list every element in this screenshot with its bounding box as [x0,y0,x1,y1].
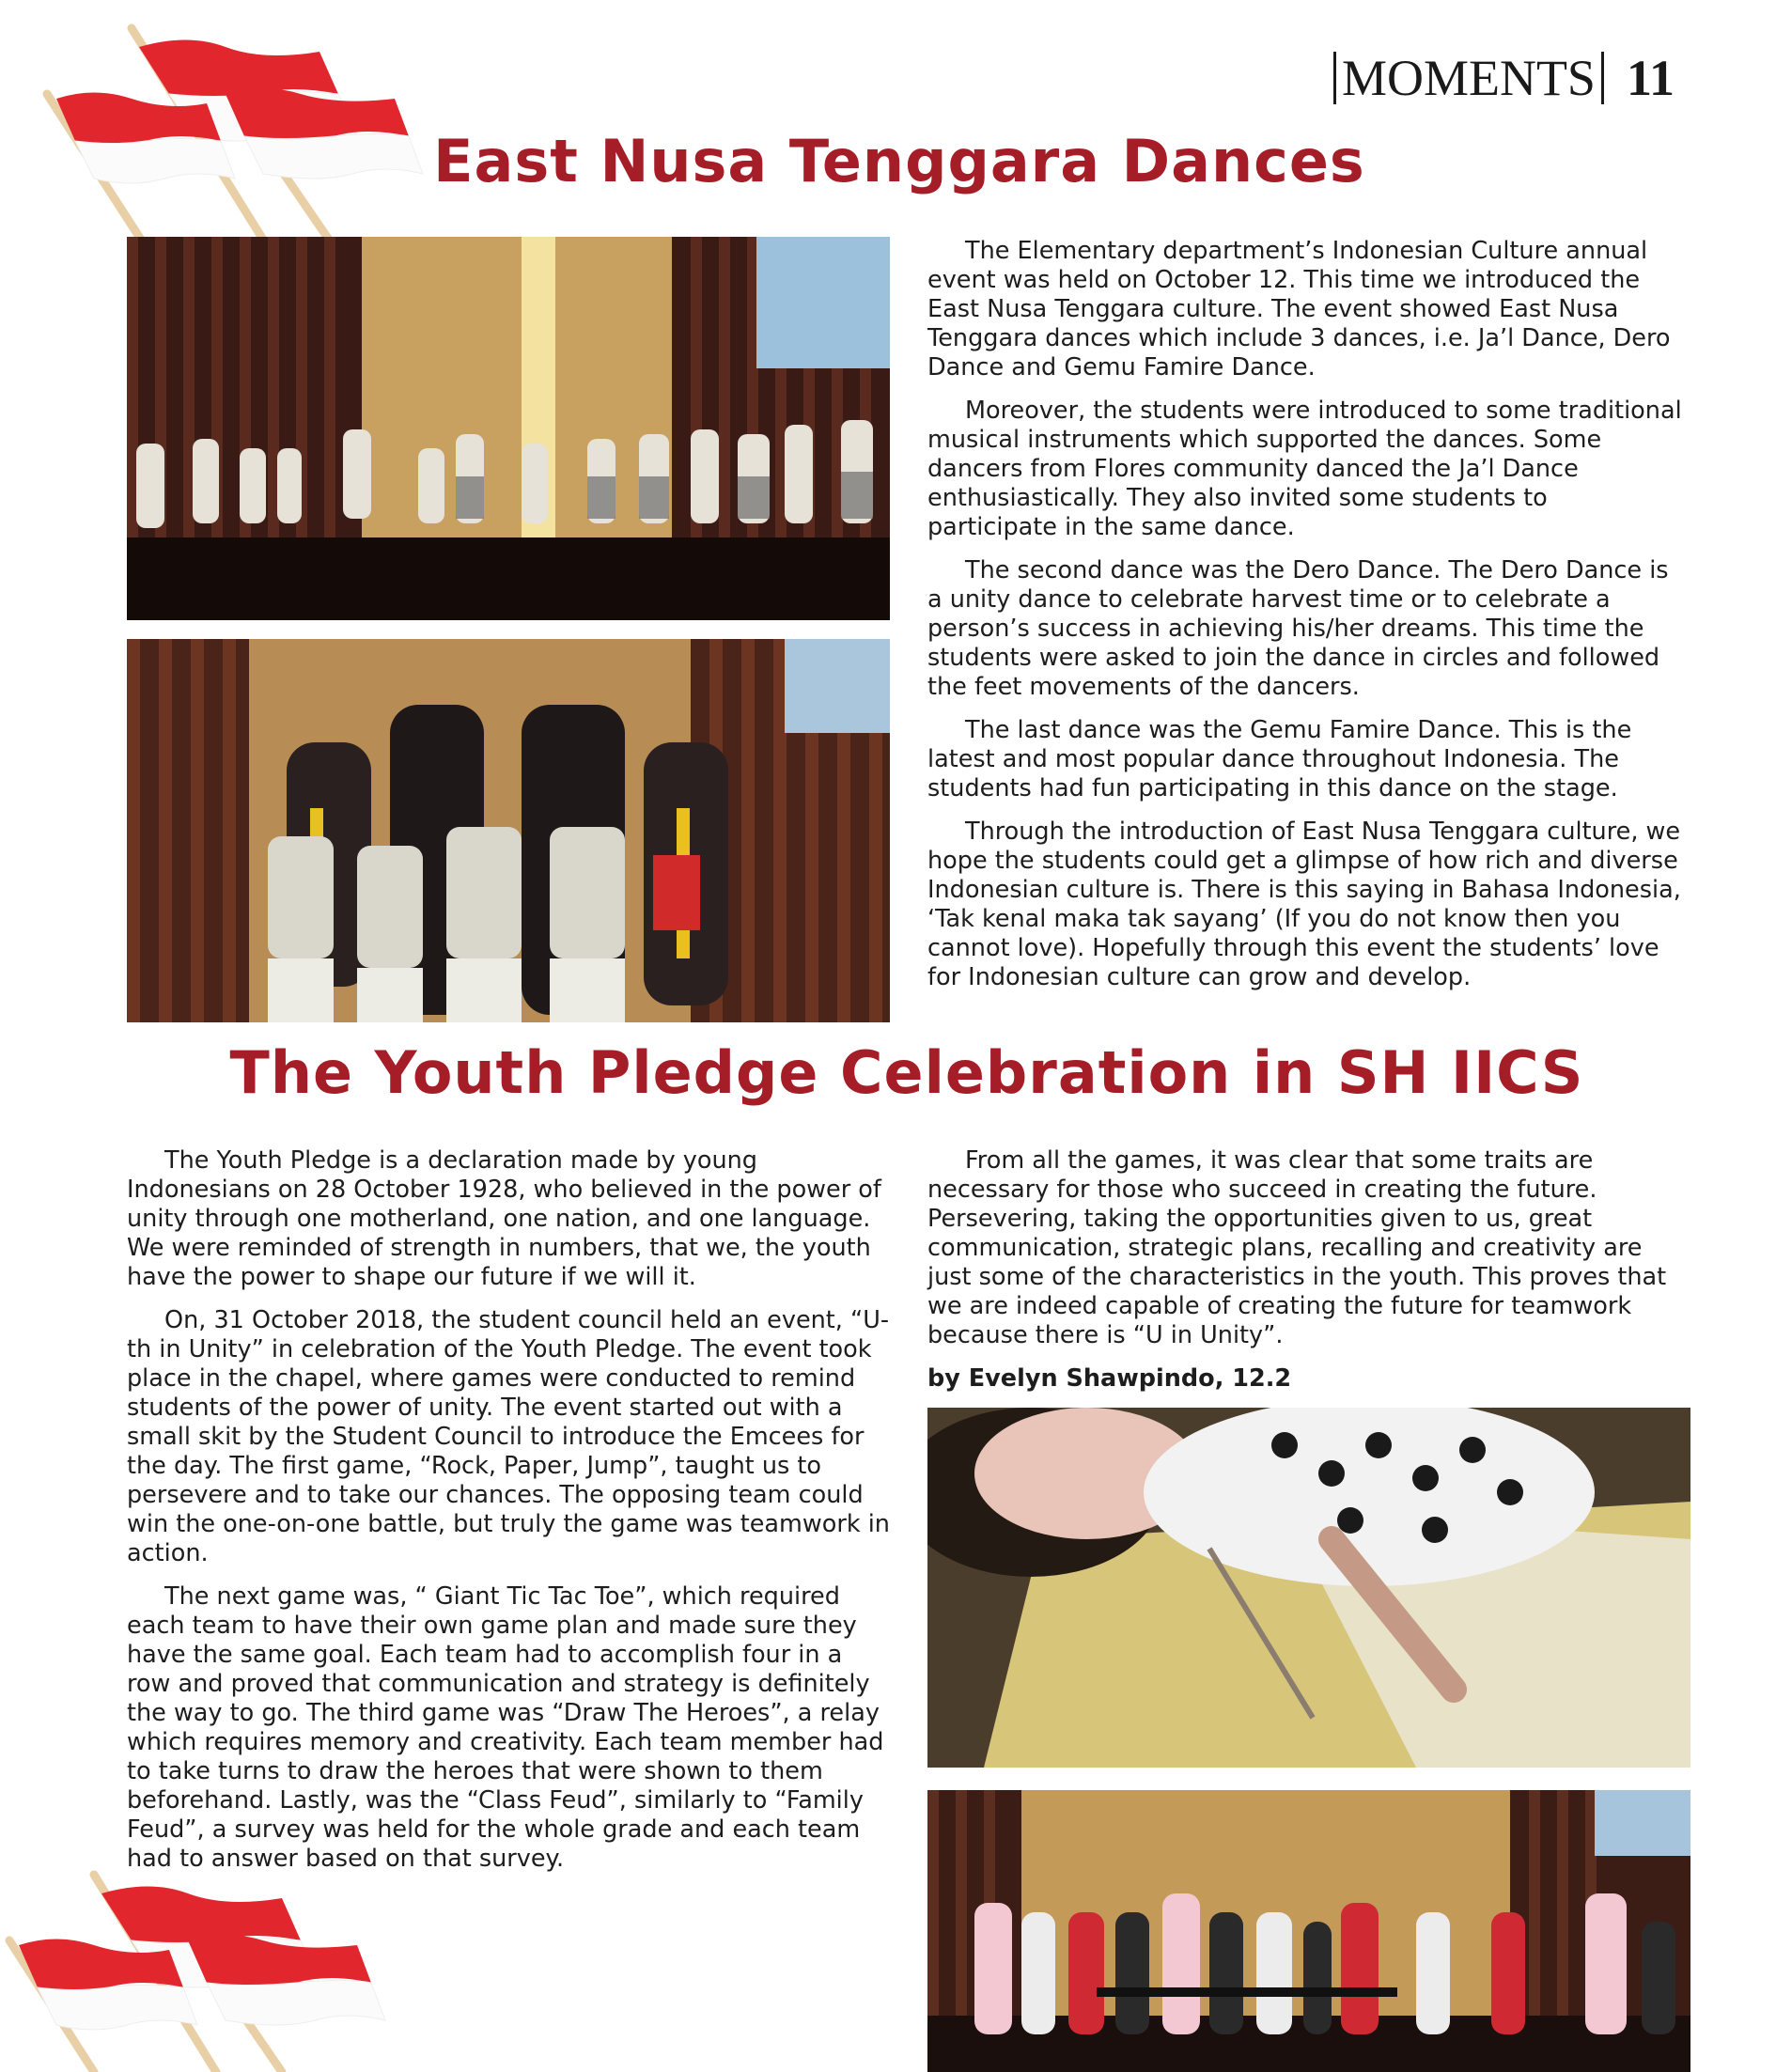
article-title-east-nusa-tenggara: East Nusa Tenggara Dances [433,127,1365,195]
article2-paragraph: On, 31 October 2018, the student council held an event, “U-th in Unity” in celebration of the Youth Pledge. The event took place in the chapel, where games were conducted to remind students of the power of unity. The event started out with a small skit by the Student Council to introduce the Emcees for the day. The first game, “Rock, Paper, Jump”, taught us to persevere and to take our chances. The opposing team could win the one-on-one battle, but truly the game was teamwork in action. [127,1306,890,1567]
article-title-youth-pledge: The Youth Pledge Celebration in SH IICS [229,1038,1584,1107]
article2-paragraph: The next game was, “ Giant Tic Tac Toe”, which required each team to have their own game plan and made sure they have the same goal. Each team had to accomplish four in a row and proved that communication and strategy is definitely the way to go. The third game was “Draw The Heroes”, a relay which requires memory and creativity. Each team member had to take turns to draw the heroes that were shown to them beforehand. Lastly, was the “Class Feud”, similarly to “Family Feud”, a survey was held for the whole grade and each team had to answer based on that survey. [127,1582,884,1873]
article2-paragraph: The Youth Pledge is a declaration made by young Indonesians on 28 October 1928, who believed in the power of unity through one motherland, one nation, and one language. We were reminded of strength in numbers, that we, the youth have the power to shape our future if we will it. [127,1146,881,1291]
photo-student-council-on-stage [927,1790,1690,2072]
article2-body-left [127,1146,890,1888]
page-header [1328,45,1675,111]
article1-paragraph: The Elementary department’s Indonesian Culture annual event was held on October 12. This time we introduced the East Nusa Tenggara culture. The event showed East Nusa Tenggara dances which include 3 dances, i.e. Ja’l Dance, Dero Dance and Gemu Famire Dance. [927,237,1671,382]
section-name: MOMENTS [1341,50,1596,106]
header-divider [1333,52,1336,104]
indonesian-flags-illustration [0,1865,395,2072]
author-byline: by Evelyn Shawpindo, 12.2 [927,1364,1292,1393]
article2-body-right [927,1146,1684,1394]
article1-paragraph: The last dance was the Gemu Famire Dance. This is the latest and most popular dance throughout Indonesia. The students had fun participating in this dance on the stage. [927,716,1632,802]
photo-students-drawing-heroes [927,1408,1690,1768]
photo-students-dancing-on-stage [127,237,890,620]
article1-body [927,237,1684,1006]
header-divider [1601,52,1604,104]
page-number: 11 [1626,50,1675,106]
photo-students-with-dancers [127,639,890,1022]
article2-paragraph: From all the games, it was clear that some traits are necessary for those who succeed in creating the future. Persevering, taking the opportunities given to us, great communication, strategic plans, recalling and creativity are just some of the characteristics in the youth. This proves that we are indeed capable of creating the future for teamwork because there is “U in Unity”. [927,1146,1667,1349]
article1-paragraph: Through the introduction of East Nusa Tenggara culture, we hope the students could get a glimpse of how rich and diverse Indonesian culture is. There is this saying in Bahasa Indonesia, ‘Tak kenal maka tak sayang’ (If you do not know then you cannot love). Hopefully through this event the students’ love for Indonesian culture can grow and develop. [927,818,1681,991]
article1-paragraph: Moreover, the students were introduced to some traditional musical instruments which supported the dances. Some dancers from Flores community danced the Ja’l Dance enthusiastically. They also invited some students to participate in the same dance. [927,397,1682,541]
article1-paragraph: The second dance was the Dero Dance. The Dero Dance is a unity dance to celebrate harvest time or to celebrate a person’s success in achieving his/her dreams. This time the students were asked to join the dance in circles and followed the feet movements of the dancers. [927,556,1669,701]
